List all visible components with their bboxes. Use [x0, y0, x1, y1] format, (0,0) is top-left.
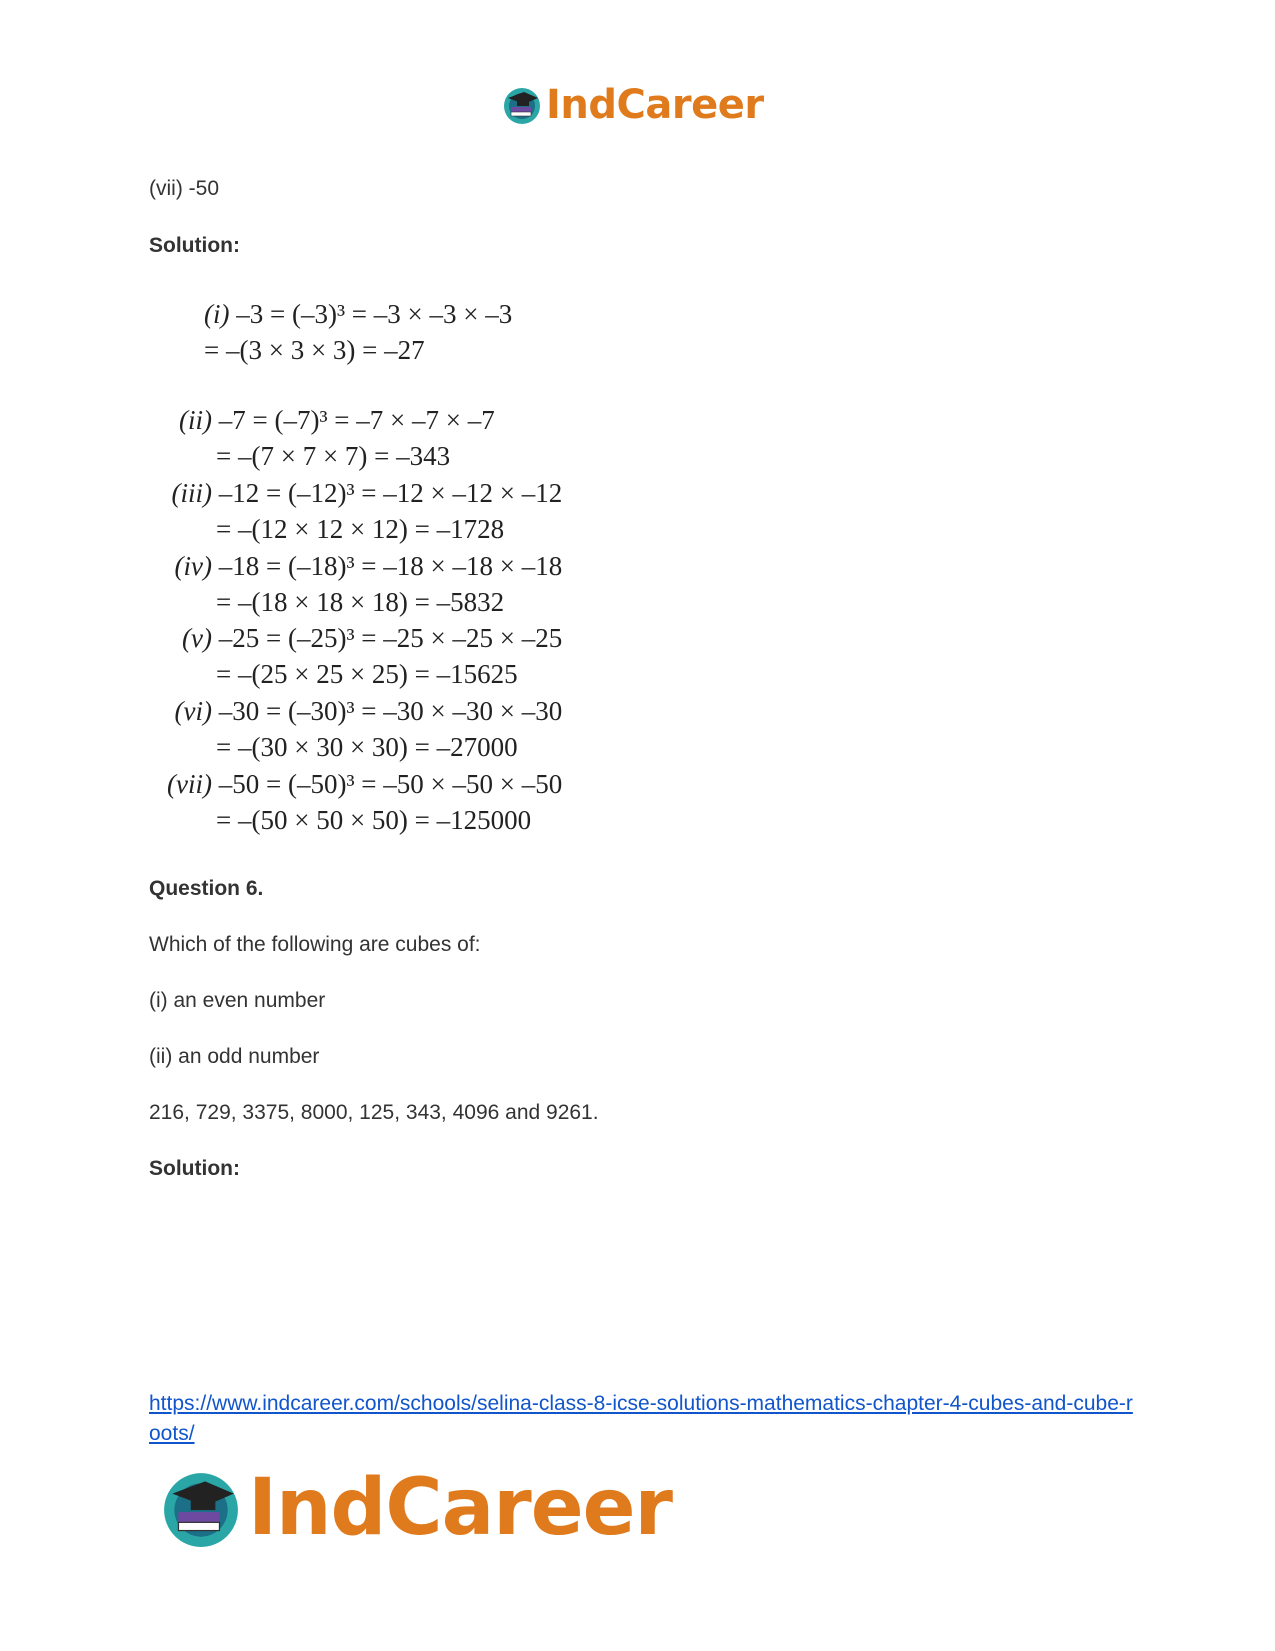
math-line: –3 = (–3)³ = –3 × –3 × –3 [236, 299, 513, 329]
footer-logo [160, 1463, 672, 1553]
math-label: (i) [204, 299, 230, 329]
math-line: –12 = (–12)³ = –12 × –12 × –12 [218, 478, 563, 508]
question-title: Question 6. [149, 877, 264, 900]
graduation-cap-book-icon [160, 1467, 242, 1549]
logo-wordmark: IndCareer [546, 82, 764, 128]
math-item-iv [160, 550, 562, 582]
math-result-iv: = –(18 × 18 × 18) = –5832 [216, 587, 505, 617]
math-item-iii [160, 477, 562, 509]
math-line: –7 = (–7)³ = –7 × –7 × –7 [218, 405, 495, 435]
math-item-vii [160, 768, 562, 800]
math-result-vi: = –(30 × 30 × 30) = –27000 [216, 732, 518, 762]
math-label: (vi) [174, 696, 212, 726]
question-option-ii: (ii) an odd number [149, 1045, 320, 1068]
math-line: –30 = (–30)³ = –30 × –30 × –30 [218, 696, 563, 726]
math-label: (ii) [179, 405, 212, 435]
source-url-link[interactable]: https://www.indcareer.com/schools/selina-class-8-icse-solutions-mathematics-chapter-4-cubes-and-cube-roots/ [149, 1392, 1133, 1445]
question-part-vii: (vii) -50 [149, 177, 220, 200]
question-option-i: (i) an even number [149, 989, 326, 1012]
math-result-ii: = –(7 × 7 × 7) = –343 [216, 441, 451, 471]
math-label: (iii) [171, 478, 212, 508]
math-label: (vii) [167, 769, 212, 799]
question-numbers: 216, 729, 3375, 8000, 125, 343, 4096 and 9261. [149, 1101, 599, 1124]
math-line: –25 = (–25)³ = –25 × –25 × –25 [218, 623, 563, 653]
math-result-iii: = –(12 × 12 × 12) = –1728 [216, 514, 505, 544]
math-item-vi [160, 695, 562, 727]
math-item-ii [168, 404, 495, 436]
graduation-cap-book-icon [502, 85, 542, 125]
math-result-v: = –(25 × 25 × 25) = –15625 [216, 659, 518, 689]
math-label: (v) [182, 623, 212, 653]
math-item-i [204, 298, 512, 330]
solution-label: Solution: [149, 234, 240, 257]
question-text: Which of the following are cubes of: [149, 933, 481, 956]
math-item-v [160, 622, 562, 654]
math-result-vii: = –(50 × 50 × 50) = –125000 [216, 805, 532, 835]
solution-label: Solution: [149, 1157, 240, 1180]
math-line: –50 = (–50)³ = –50 × –50 × –50 [218, 769, 563, 799]
logo-wordmark: IndCareer [248, 1463, 672, 1553]
header-logo [502, 80, 764, 130]
math-line: –18 = (–18)³ = –18 × –18 × –18 [218, 551, 563, 581]
math-label: (iv) [174, 551, 212, 581]
math-result-i: = –(3 × 3 × 3) = –27 [204, 335, 425, 365]
